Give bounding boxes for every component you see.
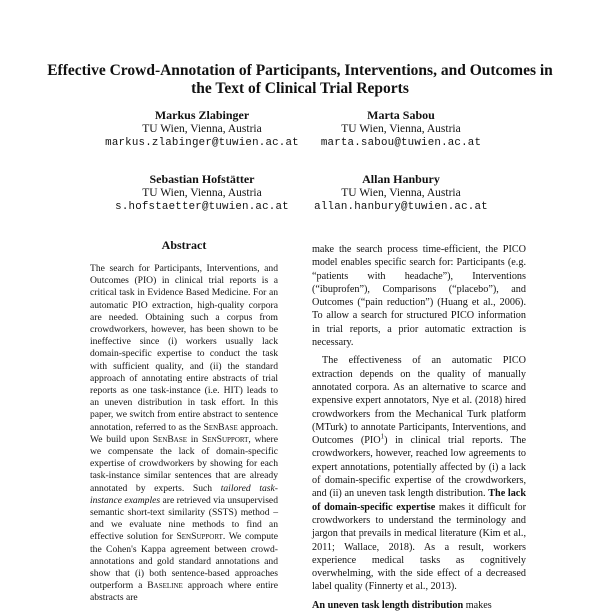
author-name: Marta Sabou (367, 108, 435, 122)
abstract-heading: Abstract (161, 238, 207, 252)
sensupport-term: SenSupport (176, 531, 223, 543)
author-affiliation: TU Wien, Vienna, Austria (142, 187, 262, 199)
author-email: markus.zlabinger@tuwien.ac.at (105, 137, 299, 149)
body-paragraph: make the search process time-efficient, the PICO model enables specific search for: Participants (e.g. “patients with headache”), Interventions (“ibuprofen”), Comparisons (“placebo”), and Outcomes (“pain reduction”) (Huang et al., 2006). To allow a search for structured PICO information in trial reports, a prior automatic extraction is necessary. (312, 244, 526, 349)
senbase-term: SenBase (203, 421, 238, 433)
author-affiliation: TU Wien, Vienna, Austria (341, 123, 461, 135)
senbase-term: SenBase (152, 433, 188, 445)
body-paragraph: The effectiveness of an automatic PICO extraction depends on the quality of manually annotated corpora. As an alternative to scarce and expensive expert annotators, Nye et al. (2018) hired crowdworkers from the Mechanical Turk platform (MTurk) to annotate Participants, Interventions, and Outcomes (PIO$^1$) in clinical trial reports. The crowdworkers, however, reached low agreements to expert annotations, potentially affected by (i) a lack of domain-specific expertise of the crowdworkers, and (ii) an uneven task length distribution. The lack of domain-specific expertise makes it difficult for crowdworkers to understand the terminology and jargon that prevails in medical literature (Kim et al., 2011; Wallace, 2018). As a result, workers experience medical tasks as cognitively overwhelming, with the side effect of a decreased label quality (Finnerty et al., 2013). (312, 355, 526, 593)
author-email: s.hofstaetter@tuwien.ac.at (115, 201, 289, 213)
abstract-paragraph: The search for Participants, Interventions, and Outcomes (PIO) in clinical trial reports is a critical task in Evidence Based Medicine. For an automatic PIO extraction, high-quality corpora are needed. Obtaining such a corpus from crowdworkers, however, has been shown to be ineffective since (i) workers usually lack domain-specific expertise to conduct the task with sufficient quality, and (ii) the standard approach of annotating entire abstracts of trial reports as one task-instance (i.e. HIT) leads to an uneven distribution in task effort. In this paper, we switch from entire abstract to sentence annotation, referred to as the SenBase approach. We build upon SenBase in SenSupport, where we compensate the lack of domain-specific expertise of crowdworkers by showing for each task-instance similar sentences that are already annotated by experts. Such tailored task-instance examples are retrieved via unsupervised semantic short-text similarity (SSTS) method – and we evaluate nine methods to find an effective solution for SenSupport. We compute the Cohen's Kappa agreement between crowd-annotations and gold standard annotations and show that (i) both sentence-based approaches outperform a Baseline approach where entire abstracts are (90, 263, 279, 604)
author-name: Markus Zlabinger (154, 108, 250, 122)
body-paragraph: An uneven task length distribution makes (312, 599, 492, 611)
bold-phrase: An uneven task length distribution (312, 599, 464, 611)
author-email: allan.hanbury@tuwien.ac.at (314, 201, 488, 213)
author-name: Allan Hanbury (362, 172, 440, 186)
author-block (276, 172, 526, 214)
tailored-examples-term: tailored task-instance examples (90, 482, 278, 506)
footnote-marker: 1 (380, 432, 385, 441)
author-block (276, 108, 526, 150)
author-affiliation: TU Wien, Vienna, Austria (341, 187, 461, 199)
abstract-body (90, 263, 278, 605)
paper-title: Effective Crowd-Annotation of Participants, Interventions, and Outcomes in the Text of Clinical Trial Reports (47, 62, 553, 97)
baseline-term: Baseline (147, 580, 183, 592)
sensupport-term: SenSupport (201, 433, 249, 445)
author-email: marta.sabou@tuwien.ac.at (320, 137, 482, 149)
author-name: Sebastian Hofstätter (149, 172, 255, 186)
body-column (312, 243, 526, 612)
author-affiliation: TU Wien, Vienna, Austria (142, 123, 262, 135)
bold-phrase: The lack of domain-specific expertise (312, 488, 526, 513)
